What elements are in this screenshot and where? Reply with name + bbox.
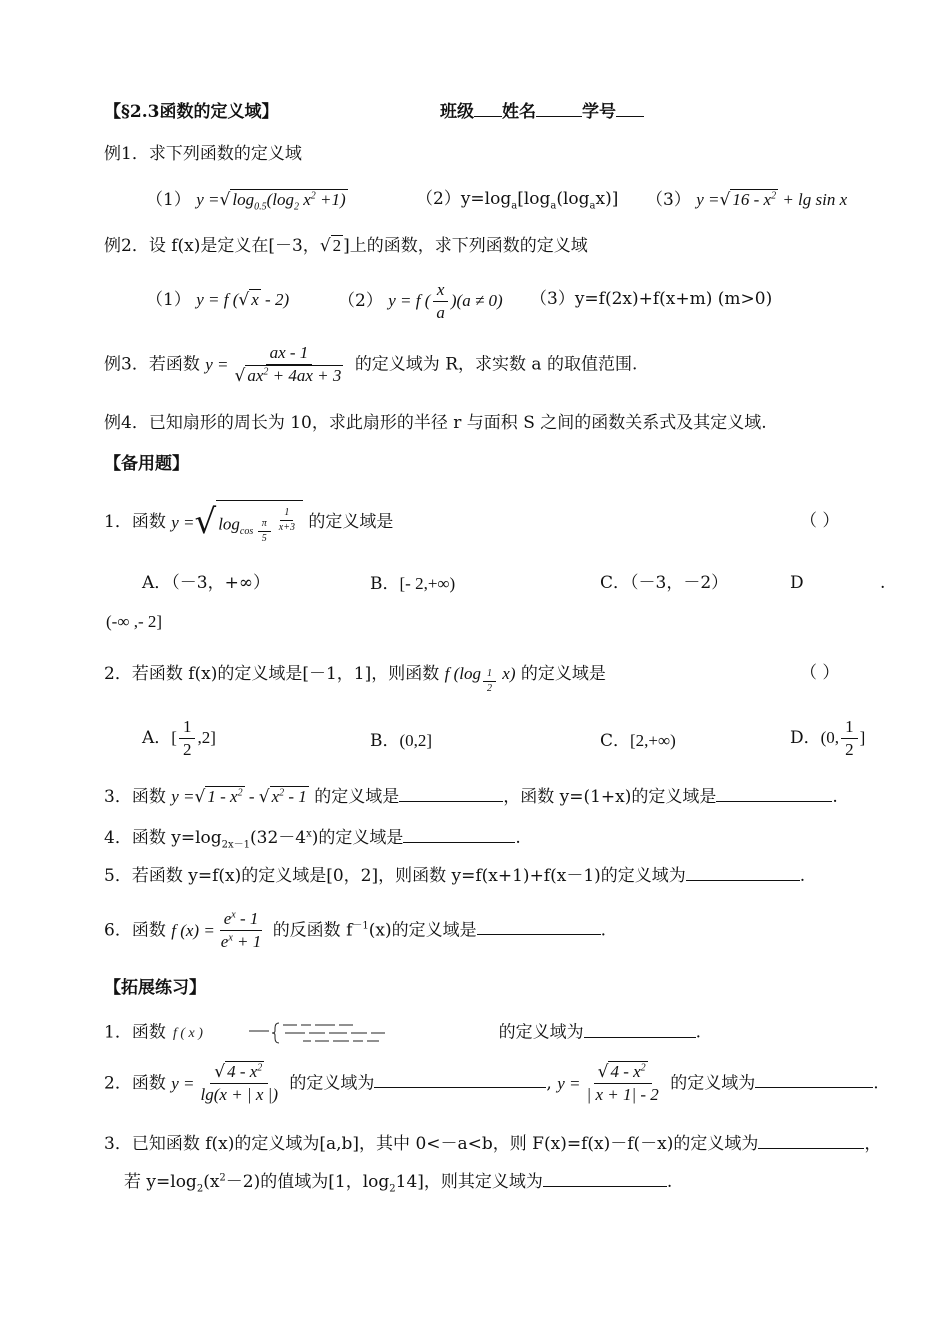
section-heading-backup: 【备用题】 — [104, 454, 189, 474]
example-2-stem: 例2．设 f(x)是定义在[－3，√ 2 ]上的函数，求下列函数的定义域 — [104, 236, 588, 256]
backup-q3-blank-1[interactable] — [399, 801, 503, 802]
backup-q6: 6．函数 f (x) = $\frac{e^x - 1}{e^x + 1}$ 的反函数 $f^{-1}(x)$的定义域是 . — [104, 909, 607, 952]
section-heading-extension: 【拓展练习】 — [104, 978, 206, 998]
backup-q1-option-d-dot: . — [880, 573, 886, 593]
backup-q2-option-b[interactable]: B．(0,2] — [370, 731, 433, 751]
name-label: 姓名 — [502, 102, 536, 122]
formula-1: y =√ $\log_{0.5}(\log_2$ $x^2 +1$) — [196, 190, 346, 213]
backup-q2: 2．若函数 f(x)的定义域是[－1，1]，则函数 f (log $_{\frac{1}{2}}$ x) 的定义域是 — [104, 664, 606, 694]
example-1-part-1: （1） y =√ $\log_{0.5}(\log_2$ $x^2 +1$) — [146, 190, 346, 213]
name-blank[interactable] — [536, 116, 582, 117]
extension-q3-blank-2[interactable] — [543, 1186, 667, 1187]
backup-q1-option-d-label[interactable]: D — [790, 573, 804, 593]
backup-q5-blank[interactable] — [686, 880, 800, 881]
student-info — [440, 102, 644, 123]
extension-q2-blank-2[interactable] — [755, 1087, 873, 1088]
extension-q1: 1．函数 f ( x ) 的定义域为 . — [104, 1017, 701, 1049]
svg-text:f ( x ): f ( x ) — [173, 1026, 204, 1041]
backup-q1-option-d[interactable]: (-∞ ,- 2] — [106, 612, 163, 631]
backup-q1-option-c[interactable]: C．（－3，－2） — [600, 573, 729, 593]
backup-q4: 4．函数 $y=\log_{2x-1}(32-4^x)$的定义域是 . — [104, 828, 521, 851]
example-1-part-3: （3） y =√ $16 - x^2 + \lg \sin x$ — [646, 190, 848, 210]
backup-q1-answer-slot[interactable]: （ ） — [800, 511, 840, 531]
class-label: 班级 — [440, 102, 474, 122]
backup-q1-option-b[interactable]: B．[- 2,+∞) — [370, 574, 456, 594]
example-4-stem: 例4．已知扇形的周长为 10，求此扇形的半径 r 与面积 S 之间的函数关系式及其定义域. — [104, 413, 767, 433]
backup-q2-option-d[interactable]: D．(0, $\frac{1}{2}$ ] — [790, 717, 866, 760]
extension-q3-line-2: 若 $y=\log_2(x^2-2)$的值域为[1，$\log_214$]，则其定义域为 . — [124, 1172, 673, 1195]
backup-q2-option-a[interactable]: A．[ $\frac{1}{2}$ ,2] — [142, 717, 216, 760]
example-1-part-2: $(2)y=\log_a[\log_a(\log_ax)]$ — [416, 189, 619, 212]
page-title: 【§2.3函数的定义域】 — [104, 102, 279, 122]
extension-q3-line-1: 3．已知函数 f(x)的定义域为[a,b]，其中 0<－a<b，则 F(x)=f(x)－f(－x)的定义域为 ， — [104, 1134, 882, 1154]
example-2-part-3: （3）y=f(2x)+f(x+m) (m>0) — [530, 289, 773, 309]
extension-q2: 2．函数 y = $\frac{√ 4 - x^2}{\lg(x + | x |)}$ 的定义域为 , y = $\frac{√ 4 - x^2}{| x + 1| - 2}$ 的定义域为 . — [104, 1062, 879, 1105]
backup-q1: 1．函数 y = √ $\log_{cos \frac{\pi}{5}}$ $^{\frac{1}{x+3}}$ 的定义域是 — [104, 500, 393, 545]
example-2-part-1: （1） y = f (√ x - 2) — [146, 290, 290, 310]
backup-q3: 3．函数 y =√ $1 - x^2$ - √ $x^2 - 1$ 的定义域是 ，函数 y=(1+x)的定义域是 . — [104, 787, 838, 807]
backup-q4-blank[interactable] — [403, 842, 515, 843]
backup-q1-option-a[interactable]: A．（－3，+∞） — [142, 573, 271, 593]
backup-q3-blank-2[interactable] — [716, 801, 832, 802]
backup-q2-option-c[interactable]: C．[2,+∞) — [600, 731, 676, 751]
extension-q1-blank[interactable] — [584, 1037, 696, 1038]
backup-q5: 5．若函数 y=f(x)的定义域是[0，2]，则函数 y=f(x+1)+f(x－1)的定义域为 . — [104, 866, 806, 886]
id-label: 学号 — [582, 102, 616, 122]
example-1-stem: 例1．求下列函数的定义域 — [104, 144, 302, 164]
backup-q2-answer-slot[interactable]: （ ） — [800, 663, 840, 683]
piecewise-formula-image — [171, 1017, 493, 1049]
extension-q3-blank-1[interactable] — [758, 1148, 864, 1149]
id-blank[interactable] — [616, 116, 644, 117]
extension-q2-blank-1[interactable] — [374, 1087, 546, 1088]
example-2-part-2: （2） y = f ( $\frac{x}{a}$ )(a ≠ 0) — [338, 280, 503, 323]
class-blank[interactable] — [474, 116, 502, 117]
backup-q6-blank[interactable] — [477, 934, 601, 935]
formula-3: y =√ $16 - x^2 + \lg \sin x$ — [696, 190, 848, 210]
example-3-stem: 例3．若函数 y = $\frac{ax - 1}{√ ax^2 + 4ax + 3}$ 的定义域为 R，求实数 a 的取值范围. — [104, 343, 638, 387]
